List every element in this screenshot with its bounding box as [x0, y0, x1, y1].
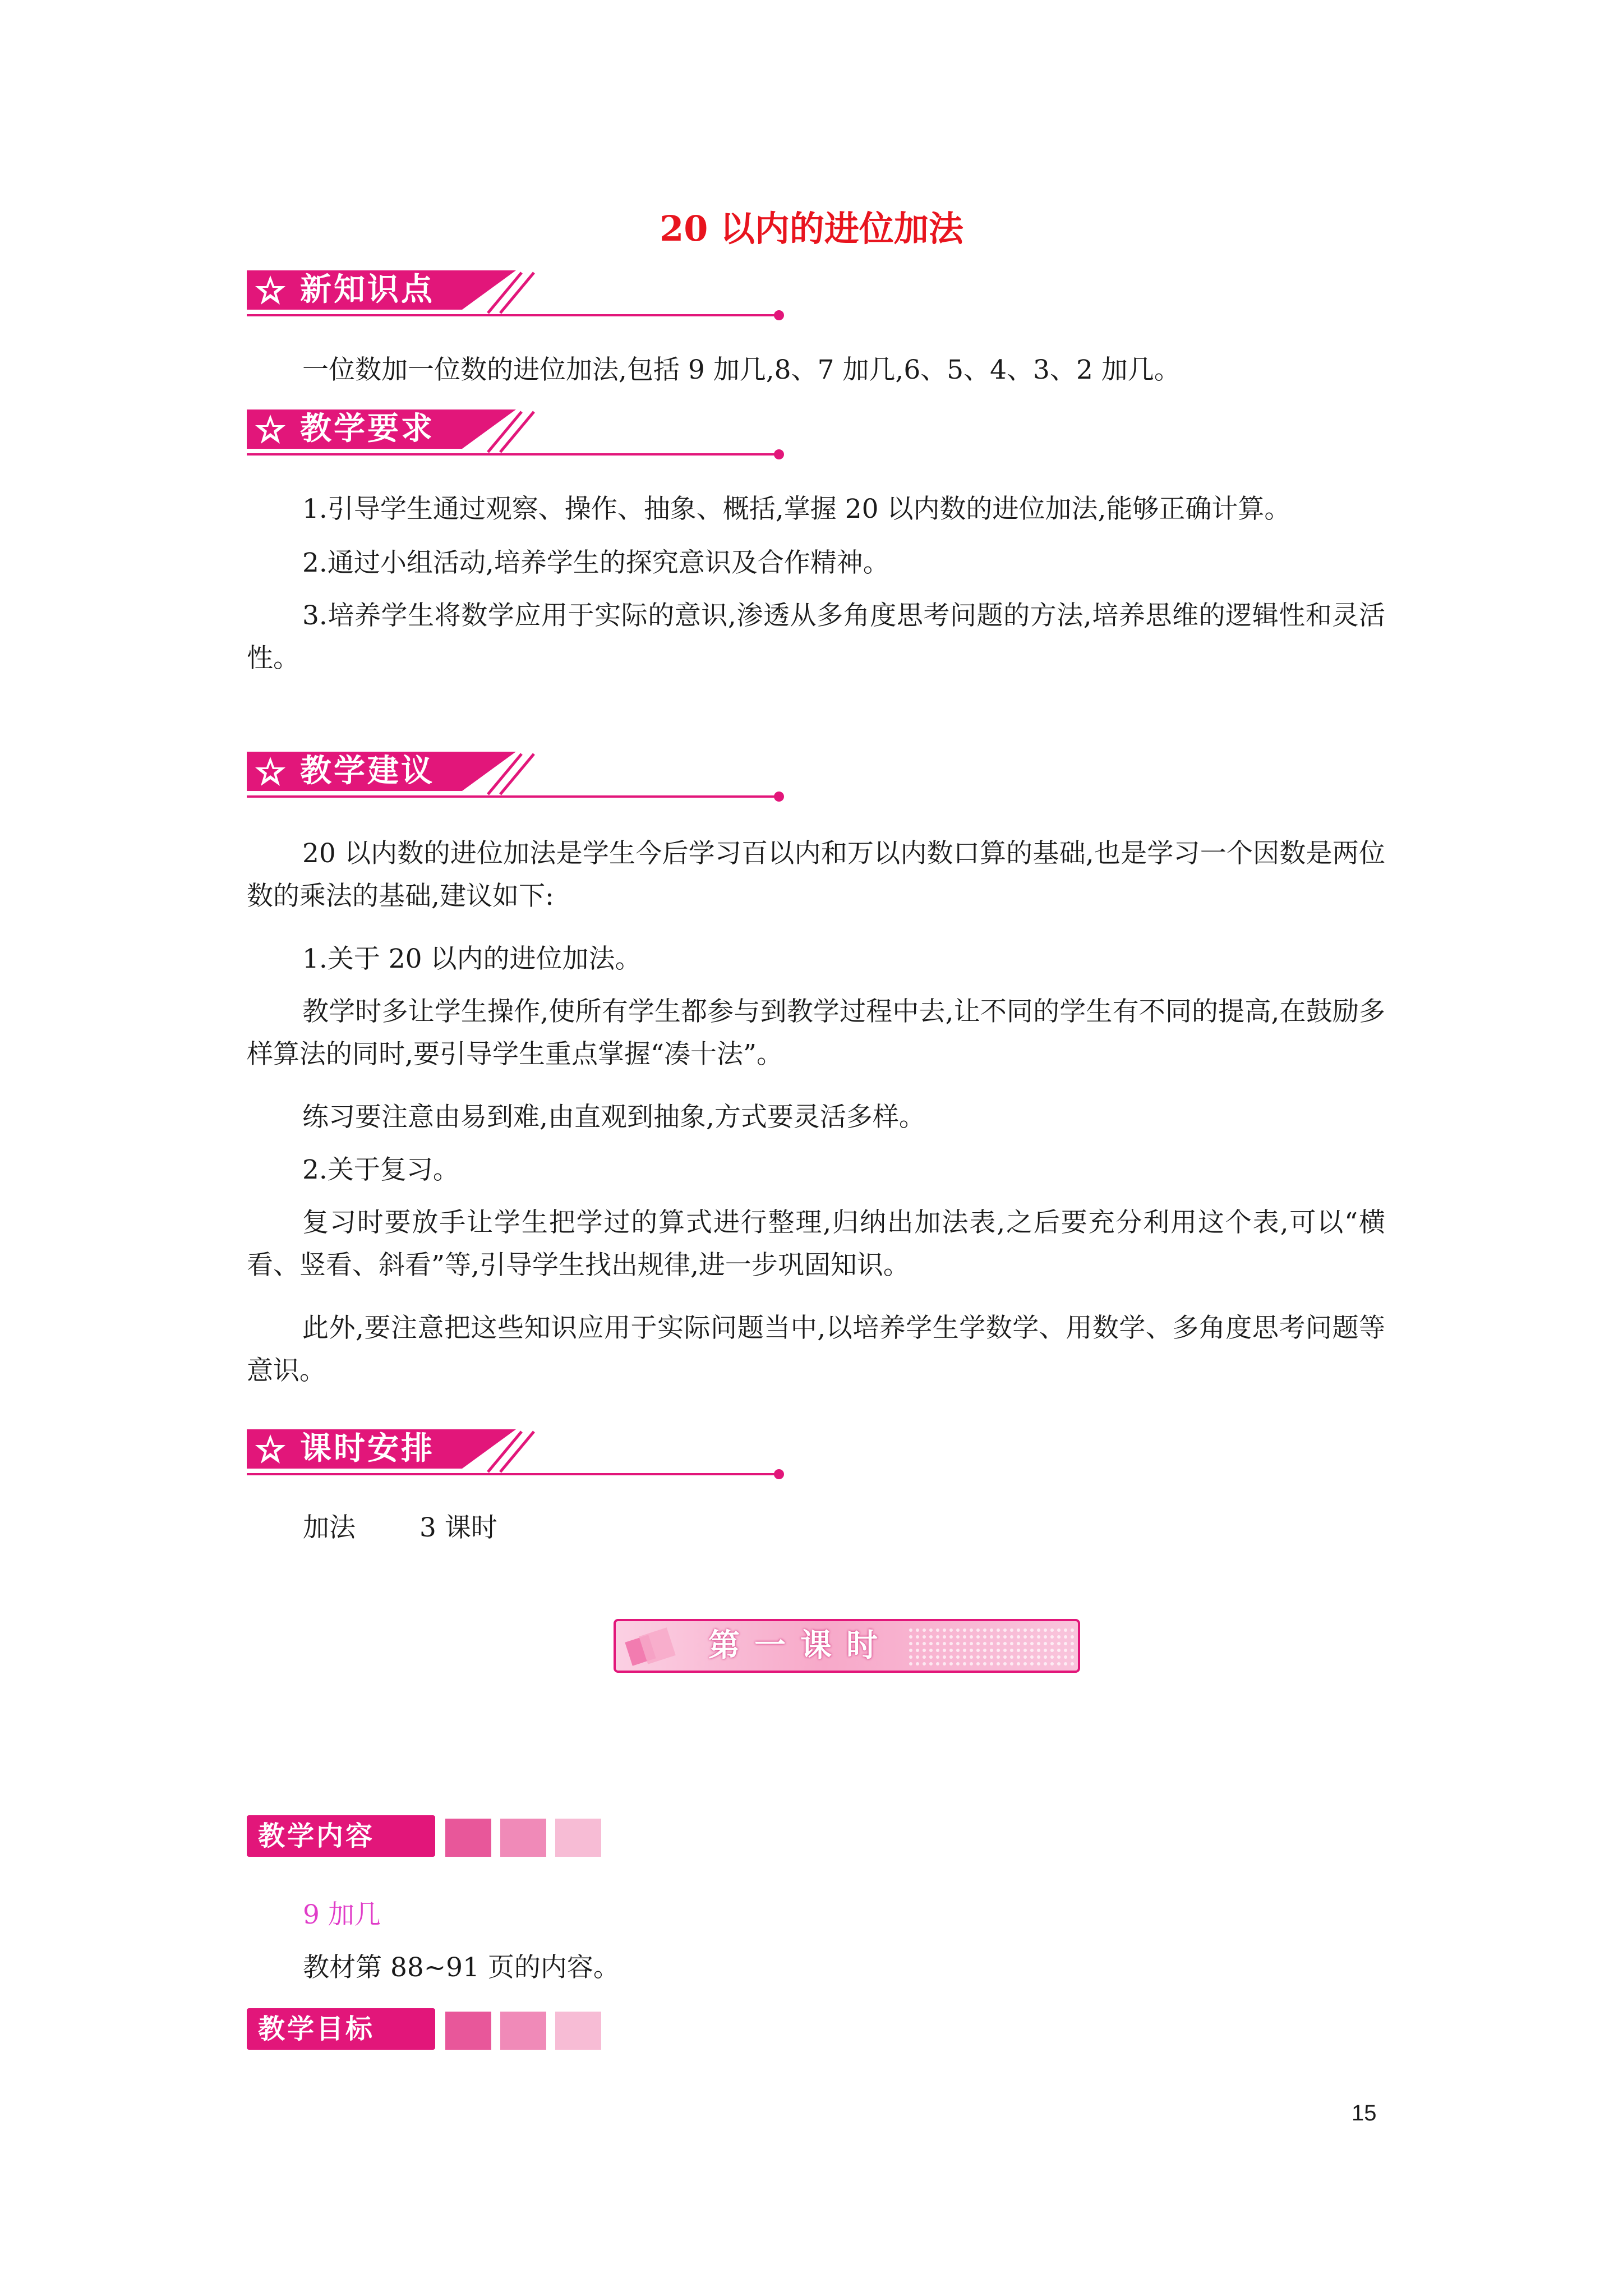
hatch-decoration: [465, 270, 538, 315]
dot-pattern-decoration: [907, 1627, 1076, 1667]
suggestion-paragraph-3: 教学时多让学生操作,使所有学生都参与到教学过程中去,让不同的学生有不同的提高,在鼓励多样算法的同时,要引导学生重点掌握“凑十法”。: [247, 996, 1385, 1070]
tag-label: 教学目标: [258, 2013, 375, 2045]
star-icon: [253, 755, 287, 789]
schedule-hours: 3 课时: [419, 1512, 497, 1543]
section-label: 新知识点: [300, 272, 435, 308]
lesson-banner: [614, 1619, 1080, 1673]
suggestion-paragraph-1: 20 以内数的进位加法是学生今后学习百以内和万以内数口算的基础,也是学习一个因数是两位数的乘法的基础,建议如下:: [247, 838, 1385, 912]
section-header-new-knowledge: [247, 270, 808, 326]
section-label: 教学要求: [300, 411, 435, 447]
square-light: [555, 1819, 601, 1857]
requirement-item-3: 3.培养学生将数学应用于实际的意识,渗透从多角度思考问题的方法,培养思维的逻辑性和灵活性。: [247, 600, 1385, 674]
hatch-decoration: [465, 1429, 538, 1474]
star-icon: [253, 413, 287, 447]
schedule-item: 加法: [303, 1512, 356, 1543]
square-light: [555, 2012, 601, 2050]
tag-label: 教学内容: [258, 1820, 375, 1852]
square-dark: [445, 2012, 491, 2050]
page-number: 15: [1352, 2101, 1377, 2125]
square-mid: [500, 1819, 546, 1857]
square-dark: [445, 1819, 491, 1857]
page-title: 20 以内的进位加法: [660, 208, 963, 249]
content-title: 9 加几: [303, 1899, 381, 1930]
hatch-decoration: [465, 752, 538, 797]
suggestion-paragraph-5: 2.关于复习。: [302, 1154, 459, 1185]
diamond-decoration: [620, 1625, 682, 1669]
section-header-schedule: [247, 1429, 808, 1485]
tag-header-goals: [247, 2008, 606, 2053]
suggestion-paragraph-2: 1.关于 20 以内的进位加法。: [302, 944, 642, 974]
suggestion-paragraph-6: 复习时要放手让学生把学过的算式进行整理,归纳出加法表,之后要充分利用这个表,可以“横看、竖看、斜看”等,引导学生找出规律,进一步巩固知识。: [247, 1207, 1385, 1281]
lesson-label: 第一课时: [708, 1627, 892, 1664]
section-label: 课时安排: [300, 1430, 435, 1467]
tag-header-content: [247, 1815, 606, 1860]
content-text: 教材第 88~91 页的内容。: [303, 1952, 620, 1983]
square-mid: [500, 2012, 546, 2050]
section-label: 教学建议: [300, 753, 435, 789]
suggestion-paragraph-4: 练习要注意由易到难,由直观到抽象,方式要灵活多样。: [302, 1102, 925, 1133]
section-header-requirements: [247, 409, 808, 466]
section-header-suggestions: [247, 752, 808, 808]
requirement-item-1: 1.引导学生通过观察、操作、抽象、概括,掌握 20 以内数的进位加法,能够正确计算。: [302, 494, 1291, 524]
new-knowledge-text: 一位数加一位数的进位加法,包括 9 加几,8、7 加几,6、5、4、3、2 加几。: [302, 355, 1181, 385]
hatch-decoration: [465, 409, 538, 454]
suggestion-paragraph-7: 此外,要注意把这些知识应用于实际问题当中,以培养学生学数学、用数学、多角度思考问题等意识。: [247, 1313, 1385, 1386]
star-icon: [253, 1433, 287, 1466]
requirement-item-2: 2.通过小组活动,培养学生的探究意识及合作精神。: [302, 547, 889, 578]
star-icon: [253, 274, 287, 307]
